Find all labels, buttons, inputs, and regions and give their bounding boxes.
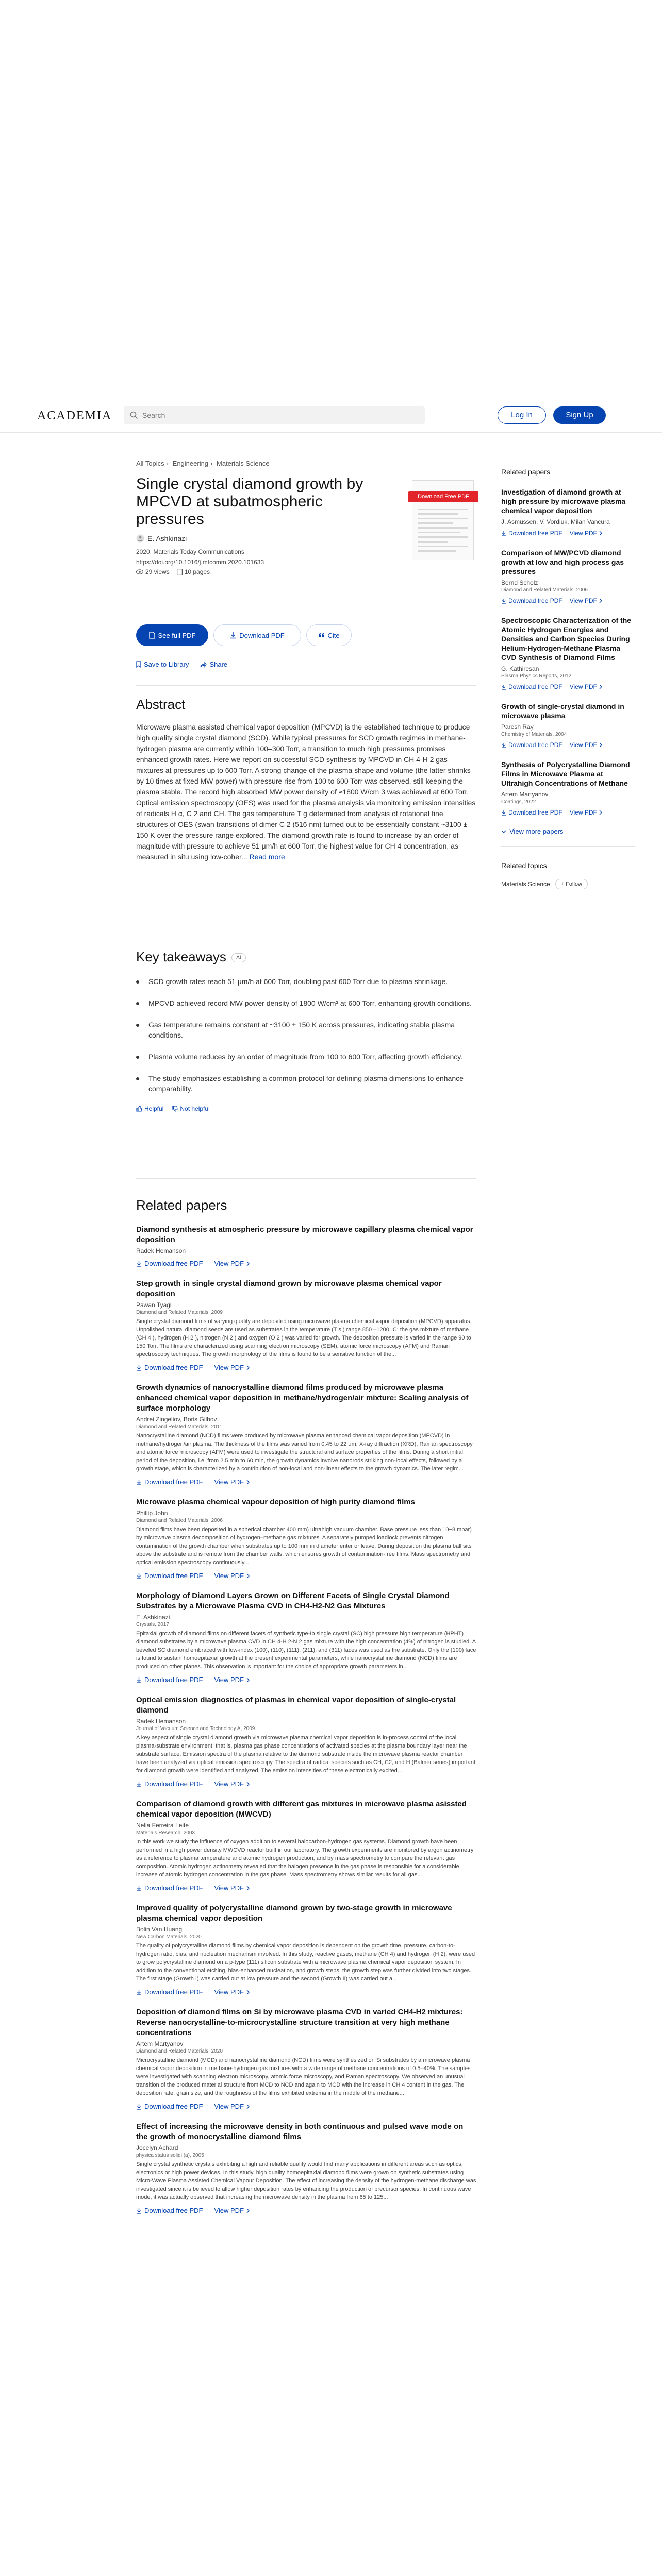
not-helpful-label: Not helpful — [180, 1105, 210, 1112]
thumbs-up-icon — [136, 1106, 142, 1112]
bullet-icon — [136, 1002, 139, 1005]
related-paper-title[interactable]: Effect of increasing the microwave density in both continuous and pulsed wave mode on the growth of monocrystalline diamond films — [136, 2122, 464, 2141]
sidebar-paper-journal: Chemistry of Materials, 2004 — [501, 732, 567, 737]
bookmark-icon — [136, 661, 141, 668]
sidebar-paper-title[interactable]: Synthesis of Polycrystalline Diamond Films in Microwave Plasma at Ultrahigh Concentrations of Methane — [501, 760, 630, 787]
view-pdf-link[interactable] — [214, 1478, 250, 1486]
abstract-section — [136, 697, 476, 862]
view-pdf-label: View PDF — [569, 530, 597, 537]
sidebar-paper-journal: Diamond and Related Materials, 2006 — [501, 587, 588, 593]
helpful-label: Helpful — [144, 1105, 164, 1112]
helpful-button[interactable] — [136, 1105, 163, 1112]
chevron-right-icon — [599, 742, 602, 748]
related-paper-links — [136, 1780, 476, 1788]
view-pdf-label: View PDF — [569, 597, 597, 604]
related-paper-title[interactable]: Optical emission diagnostics of plasmas in chemical vapor deposition of single-crystal diamond — [136, 1696, 456, 1715]
related-paper-links — [136, 1676, 476, 1684]
download-free-pdf-label: Download free PDF — [508, 597, 562, 604]
related-paper-abstract: The quality of polycrystalline diamond films by chemical vapor deposition is dependent on the growth time, pressure, carbon-to-hydrogen ratio, bias, and nucleation mechanism involved. In this study, reactive gases, methane (CH 4) and hydrogen (H 2), were used to grow polycrystalline diamond on a p-type (111) silicon substrate with a microwave plasma chemical vapor deposition system. In addition to the conventional etching, bias-enhanced nucleation, and growth steps, the growth step was further divided into two stages. The first stage (Growth I) was carried out at low pressure and the second (Growth II) was carried out a... — [136, 1943, 475, 1982]
related-paper-author[interactable]: Radek Hemanson — [136, 1718, 186, 1725]
sidebar-related-list — [501, 487, 635, 816]
download-icon — [136, 1677, 142, 1683]
download-icon — [136, 1885, 142, 1891]
related-paper-title[interactable]: Step growth in single crystal diamond grown by microwave plasma chemical vapor deposition — [136, 1279, 442, 1298]
view-pdf-link[interactable] — [214, 1780, 250, 1788]
chevron-right-icon — [246, 1573, 250, 1579]
download-icon — [501, 598, 506, 604]
related-paper-item — [136, 1279, 476, 1371]
view-pdf-label: View PDF — [214, 1260, 244, 1267]
abstract-text: Microwave plasma assisted chemical vapor deposition (MPCVD) is the established technique to produce high quality single crystal diamond (SCD). While typical pressures for SCD growth regimes in methane-hydrogen plasma are currently within 100–300 Torr, a transition to much high pressures promises enhanced growth rates. Here we report on successful SCD synthesis by MPCVD in CH 4-H 2 gas mixtures at pressures up to 600 Torr. A strong change of the plasma shape and volume (the latter shrinks by 10 times at fixed MW power) with pressure rise from 100 to 600 Torr was observed, still keeping the plasma stable. The record high absorbed MW power density of ≈1800 W/cm 3 was achieved at 600 Torr. Optical emission spectroscopy (OES) was used for the plasma analysis via monitoring emission intensities of radicals H α, C 2 and CH. The gas temperature T g determined from analysis of rotational fine structures of OES (swan transitions of dimer C 2 (516 nm) turned out to be essentially constant ~3100 ± 150 K over the pressure range explored. The diamond growth rate is found to increase by an order of magnitude with pressure to achieve 51 μm/h at 600 Torr, the highest value for CH 4 concentration, as measured in situ using low-coher... — [136, 723, 476, 861]
sidebar-paper-item — [501, 487, 635, 537]
not-helpful-button[interactable] — [172, 1105, 209, 1112]
paper-thumbnail[interactable] — [412, 480, 474, 560]
page-icon — [177, 569, 183, 575]
download-free-pdf-link[interactable] — [136, 1572, 203, 1580]
download-free-pdf-badge[interactable]: Download Free PDF — [408, 491, 478, 502]
view-pdf-link[interactable] — [214, 2103, 250, 2110]
related-paper-author[interactable]: Radek Hemanson — [136, 1247, 186, 1255]
sidebar-paper-links — [501, 597, 635, 604]
related-paper-title[interactable]: Growth dynamics of nanocrystalline diamond films produced by microwave plasma enhanced chemical vapor deposition in methane/hydrogen/air mixture: Scaling analysis of surface morphology — [136, 1383, 469, 1413]
related-paper-journal: New Carbon Materials, 2020 — [136, 1934, 202, 1940]
view-pdf-label: View PDF — [214, 1780, 244, 1788]
takeaways-heading — [136, 949, 476, 965]
chevron-right-icon — [246, 1886, 250, 1891]
related-paper-title[interactable]: Microwave plasma chemical vapour deposition of high purity diamond films — [136, 1498, 415, 1506]
download-icon — [230, 632, 236, 639]
see-full-pdf-label: See full PDF — [158, 631, 196, 639]
signup-button[interactable]: Sign Up — [553, 406, 606, 424]
chevron-right-icon — [246, 1365, 250, 1370]
related-paper-links — [136, 2103, 476, 2110]
chevron-right-icon — [599, 598, 602, 603]
thumbnail-text-lines — [418, 509, 468, 555]
download-free-pdf-link[interactable] — [136, 2207, 203, 2214]
related-paper-title[interactable]: Improved quality of polycrystalline diamond grown by two-stage growth in microwave plasma chemical vapor deposition — [136, 1904, 452, 1923]
related-paper-title[interactable]: Morphology of Diamond Layers Grown on Different Facets of Single Crystal Diamond Substrates by a Microwave Plasma CVD in CH4-H2-N2 Gas Mixtures — [136, 1591, 450, 1611]
related-heading: Related papers — [136, 1197, 227, 1213]
related-paper-author[interactable]: Andrei Zingeliov, Boris Gilbov — [136, 1416, 217, 1423]
download-pdf-label: Download PDF — [239, 631, 285, 639]
quote-icon — [318, 633, 324, 638]
related-paper-author[interactable]: Pawan Tyagi — [136, 1301, 172, 1309]
chevron-right-icon — [246, 1990, 250, 1995]
related-paper-links — [136, 1478, 476, 1486]
bullet-icon — [136, 980, 139, 984]
view-pdf-link[interactable] — [214, 1676, 250, 1684]
chevron-right-icon — [599, 810, 602, 815]
related-paper-item — [136, 2122, 476, 2214]
breadcrumb: All Topics › Engineering › Materials Science — [136, 460, 270, 467]
sidebar-paper-title[interactable]: Investigation of diamond growth at high pressure by microwave plasma chemical vapor deposition — [501, 488, 626, 515]
sidebar-paper-item — [501, 702, 635, 749]
related-paper-item — [136, 2007, 476, 2110]
download-free-pdf-label: Download free PDF — [144, 1572, 203, 1580]
takeaways-heading-text: Key takeaways — [136, 949, 226, 964]
bullet-icon — [136, 1056, 139, 1059]
view-pdf-label: View PDF — [214, 1364, 244, 1371]
search-icon — [130, 411, 138, 419]
related-papers-list — [136, 1225, 476, 2214]
download-icon — [136, 1781, 142, 1787]
list-item — [136, 998, 476, 1008]
cite-button[interactable] — [306, 624, 352, 646]
feedback-row — [136, 1105, 476, 1112]
thumbs-down-icon — [172, 1106, 178, 1112]
related-topics — [501, 879, 635, 889]
view-pdf-link[interactable] — [214, 1364, 250, 1371]
view-pdf-label: View PDF — [569, 683, 597, 690]
chevron-right-icon — [246, 2208, 250, 2213]
save-to-library-link[interactable] — [136, 660, 189, 668]
related-paper-author[interactable]: Phillip John — [136, 1510, 168, 1517]
paper-stats — [136, 568, 476, 575]
related-paper-links — [136, 1260, 476, 1267]
download-free-pdf-label: Download free PDF — [508, 809, 562, 816]
view-pdf-label: View PDF — [214, 1884, 244, 1892]
view-pdf-label: View PDF — [214, 1988, 244, 1996]
view-pdf-link[interactable] — [570, 809, 602, 816]
eye-icon — [136, 569, 143, 574]
view-pdf-label: View PDF — [214, 1572, 244, 1580]
pages-count: 10 pages — [184, 568, 210, 575]
download-icon — [136, 1573, 142, 1579]
download-free-pdf-label: Download free PDF — [144, 1780, 203, 1788]
sidebar-paper-author[interactable]: Artem Martyanov — [501, 791, 549, 798]
sidebar-paper-title[interactable]: Comparison of MW/PCVD diamond growth at low and high process gas pressures — [501, 549, 624, 575]
related-paper-item — [136, 1591, 476, 1684]
chevron-right-icon — [246, 1261, 250, 1266]
sidebar-paper-links — [501, 530, 635, 537]
view-pdf-link[interactable] — [570, 683, 602, 690]
sidebar-paper-item — [501, 760, 635, 816]
download-icon — [136, 2208, 142, 2214]
download-free-pdf-label: Download free PDF — [144, 2103, 203, 2110]
view-pdf-link[interactable] — [214, 1260, 250, 1267]
download-icon — [501, 742, 506, 748]
ai-badge: AI — [231, 953, 246, 962]
pdf-icon — [149, 632, 155, 639]
download-icon — [136, 1365, 142, 1371]
breadcrumb-engineering[interactable]: Engineering — [172, 460, 209, 467]
chevron-right-icon — [246, 1782, 250, 1787]
download-free-pdf-label: Download free PDF — [144, 1260, 203, 1267]
related-paper-title[interactable]: Diamond synthesis at atmospheric pressure by microwave capillary plasma chemical vapor deposition — [136, 1225, 473, 1244]
list-item — [136, 1052, 476, 1062]
related-paper-journal: Crystals, 2017 — [136, 1622, 169, 1628]
related-paper-journal: Diamond and Related Materials, 2006 — [136, 1518, 223, 1523]
sidebar-paper-author[interactable]: G. Kathiresan — [501, 665, 539, 672]
view-pdf-link[interactable] — [214, 1884, 250, 1892]
view-pdf-label: View PDF — [214, 2103, 244, 2110]
download-free-pdf-label: Download free PDF — [144, 1676, 203, 1684]
sidebar-paper-journal: Plasma Physics Reports, 2012 — [501, 673, 572, 679]
related-paper-abstract: Nanocrystalline diamond (NCD) films were produced by microwave plasma enhanced chemical vapor deposition (MPCVD) in methane/hydrogen/air plasma. The thickness of the films was varied from 0.45 to 22 μm; X-ray diffraction (XRD), Raman spectroscopy and atomic force microscopy (AFM) were used to investigate the structural and surface properties of the films. During a short initial period of the deposition, i.e. from 2.5 min to 60 min, the growth dynamics involve nanorods striking non-local effects, followed by a growth stage, which is characterized by a contribution of non-local and non-linear effects to the growth dynamics. The later regim... — [136, 1433, 473, 1472]
download-free-pdf-label: Download free PDF — [144, 2207, 203, 2214]
year-journal: 2020, Materials Today Communications — [136, 548, 244, 555]
view-pdf-link[interactable] — [214, 2207, 250, 2214]
sidebar-paper-title[interactable]: Growth of single-crystal diamond in microwave plasma — [501, 702, 624, 720]
paper-title: Single crystal diamond growth by MPCVD at subatmospheric pressures — [136, 476, 363, 528]
download-icon — [136, 2104, 142, 2110]
download-free-pdf-link[interactable] — [136, 2103, 203, 2110]
download-free-pdf-label: Download free PDF — [144, 1988, 203, 1996]
abstract-heading: Abstract — [136, 697, 186, 712]
bullet-icon — [136, 1024, 139, 1027]
related-paper-journal: Diamond and Related Materials, 2009 — [136, 1310, 223, 1315]
related-paper-links — [136, 1884, 476, 1892]
avatar-icon — [136, 534, 144, 543]
share-label: Share — [209, 660, 228, 668]
takeaway-text: The study emphasizes establishing a common protocol for defining plasma dimensions to enhance comparability. — [148, 1074, 464, 1093]
view-pdf-label: View PDF — [214, 1676, 244, 1684]
paper-main-column — [136, 460, 476, 2214]
abstract-body — [136, 722, 476, 862]
view-pdf-link[interactable] — [570, 741, 602, 749]
bullet-icon — [136, 1077, 139, 1080]
view-pdf-label: View PDF — [214, 1478, 244, 1486]
related-paper-item — [136, 1695, 476, 1788]
paper-actions — [136, 624, 352, 646]
download-free-pdf-link[interactable] — [136, 1478, 203, 1486]
related-paper-journal: physica status solidi (a), 2005 — [136, 2153, 204, 2158]
sidebar-paper-links — [501, 741, 635, 749]
download-free-pdf-link[interactable] — [501, 741, 562, 749]
see-full-pdf-button[interactable] — [136, 624, 208, 646]
divider — [501, 846, 635, 847]
download-free-pdf-link[interactable] — [501, 597, 562, 604]
download-free-pdf-link[interactable] — [136, 1780, 203, 1788]
cite-label: Cite — [327, 631, 340, 639]
related-paper-journal: Journal of Vacuum Science and Technology A, 2009 — [136, 1726, 255, 1732]
related-paper-abstract: Epitaxial growth of diamond films on different facets of synthetic type-Ib single crystal (SC) high pressure high temperature (HPHT) diamond substrates by a microwave plasma CVD in CH 4-H 2-N 2 gas mixture with the high concentration (4%) of nitrogen is studied. A beveled SC diamond embraced with low-index (100), (110), (111), (211), and (311) faces was used as the substrate. Only the (100) face is found to sustain homoepitaxial growth at the present experimental parameters, while nanocrystalline diamond (NCD) films are produced on other planes. This observation is important for the choice of appropriate growth parameters in... — [136, 1631, 476, 1670]
related-paper-author[interactable]: Artem Martyanov — [136, 2040, 184, 2047]
related-paper-author[interactable]: Bolin Van Huang — [136, 1926, 183, 1933]
share-icon — [200, 662, 207, 668]
related-paper-item — [136, 1799, 476, 1892]
related-paper-abstract: Single crystal synthetic crystals exhibiting a high and reliable quality would find many applications in different areas such as optics, electronics or high power devices. In this study, high quality homoepitaxial diamond films were grown on synthetic substrates using Micro-Wave Plasma Assisted Chemical Vapour Deposition. The effect of increasing the density of the hydrogen-methane discharge was investigated since it is believed to allow higher deposition rates by enhancing the production of precursor species. In continuous wave mode, it was actually observed that increasing the microwave density in the plasma from 65 to 125... — [136, 2161, 476, 2200]
chevron-right-icon — [599, 684, 602, 689]
download-free-pdf-label: Download free PDF — [508, 741, 562, 749]
sidebar-paper-journal: Coatings, 2022 — [501, 799, 536, 805]
list-item — [136, 976, 476, 987]
related-paper-journal: Diamond and Related Materials, 2011 — [136, 1424, 223, 1430]
related-paper-abstract: Diamond films have been deposited in a spherical chamber 400 mm) ultrahigh vacuum chamber. Base pressure less than 10−8 mbar) by microwave plasma decomposition of hydrogen–methane gas mixtures. A separately pumped loadlock prevents nitrogen contamination of the growth chamber when substrates up to 100 mm in diameter enter or leave. During deposition the plasma ball sits above the substrate and is remote from the chamber walls, which ensures growth of contamination-free films. Mass spectrometry and optical emission spectroscopy continuously... — [136, 1527, 472, 1566]
related-paper-author[interactable]: Nelia Ferreira Leite — [136, 1822, 189, 1829]
related-paper-abstract: In this work we study the influence of oxygen addition to several halocarbon-hydrogen gas systems. Diamond growth have been performed in a high power density MWCVD reactor built in our laboratory. The growth experiments are monitored by argon actinometry as a reference to plasma temperature and atomic hydrogen production, and by mass spectrometry to compare the relevant gas composition. Atomic hydrogen actinometry revealed that the halogen presence in the gas phase is responsible for a considerable increase of atomic hydrogen concentration in the gas phase. Mass spectrometry shows similar results for all gas... — [136, 1839, 474, 1878]
sidebar-paper-author[interactable]: J. Asmussen, V. Vordiuk, Milan Vancura — [501, 518, 610, 526]
view-pdf-link[interactable] — [570, 530, 602, 537]
related-paper-title[interactable]: Comparison of diamond growth with different gas mixtures in microwave plasma asissted chemical vapor deposition (MWCVD) — [136, 1800, 467, 1819]
search-box[interactable] — [124, 406, 425, 424]
author-name[interactable]: E. Ashkinazi — [147, 534, 187, 543]
sidebar-paper-item — [501, 548, 635, 604]
download-icon — [501, 684, 506, 690]
download-free-pdf-link[interactable] — [136, 1988, 203, 1996]
download-icon — [136, 1479, 142, 1485]
download-free-pdf-label: Download free PDF — [144, 1364, 203, 1371]
divider — [136, 685, 476, 686]
related-paper-title[interactable]: Deposition of diamond films on Si by microwave plasma CVD in varied CH4-H2 mixtures: Reverse nanocrystalline-to-microcrystalline structure transition at very high methane concentrations — [136, 2008, 463, 2037]
list-item — [136, 1073, 476, 1094]
download-free-pdf-link[interactable] — [501, 683, 562, 690]
related-topics-heading: Related topics — [501, 861, 547, 870]
download-icon — [501, 810, 506, 816]
view-pdf-label: View PDF — [569, 741, 597, 749]
sidebar-paper-item — [501, 616, 635, 690]
topic-materials-science[interactable]: Materials Science — [501, 880, 550, 888]
download-free-pdf-label: Download free PDF — [508, 683, 562, 690]
chevron-down-icon — [501, 830, 506, 833]
related-paper-links — [136, 2207, 476, 2214]
related-paper-abstract: Single crystal diamond films of varying quality are deposited using microwave plasma chemical vapor deposition (MPCVD) apparatus. Unpolished natural diamond seeds are used as substrates in the temperature (T s ) range 850 –1200 ◦C; the gas mixture of methane (CH 4 ), hydrogen (H 2 ), nitrogen (N 2 ) and oxygen (O 2 ) was varied for growth. The deposition pressure is varied in the range 90 to 150 Torr. The films are characterized using scanning electron microscopy (SEM), atomic force microscopy (AFM) and Raman spectroscopy techniques. The growth morphology of the films is found to be a sensitive function of the... — [136, 1318, 472, 1358]
related-paper-item — [136, 1225, 476, 1267]
takeaway-text: Gas temperature remains constant at ~3100 ± 150 K across pressures, indicating stable plasma conditions. — [148, 1021, 455, 1039]
list-item — [136, 1020, 476, 1040]
download-free-pdf-label: Download free PDF — [144, 1884, 203, 1892]
breadcrumb-all-topics[interactable]: All Topics — [136, 460, 164, 467]
related-paper-item — [136, 1383, 476, 1486]
follow-topic-button[interactable]: + Follow — [555, 879, 588, 889]
chevron-right-icon — [246, 1677, 250, 1683]
right-sidebar — [501, 468, 635, 889]
related-paper-journal: Materials Research, 2003 — [136, 1830, 195, 1836]
related-paper-links — [136, 1364, 476, 1371]
related-paper-links — [136, 1988, 476, 1996]
view-pdf-link[interactable] — [570, 597, 602, 604]
download-free-pdf-label: Download free PDF — [144, 1478, 203, 1486]
view-pdf-label: View PDF — [569, 809, 597, 816]
divider — [136, 1178, 476, 1179]
save-label: Save to Library — [144, 660, 189, 668]
sidebar-paper-author[interactable]: Bernd Scholz — [501, 579, 538, 586]
view-pdf-link[interactable] — [214, 1988, 250, 1996]
chevron-right-icon — [246, 1480, 250, 1485]
related-paper-author[interactable]: Jocelyn Achard — [136, 2144, 178, 2151]
takeaway-text: Plasma volume reduces by an order of magnitude from 100 to 600 Torr, affecting growth efficiency. — [148, 1053, 463, 1061]
download-free-pdf-link[interactable] — [136, 1260, 203, 1267]
top-navigation-bar — [0, 397, 662, 433]
view-pdf-link[interactable] — [214, 1572, 250, 1580]
takeaways-list — [136, 976, 476, 1094]
sidebar-paper-title[interactable]: Spectroscopic Characterization of the Atomic Hydrogen Energies and Densities and Carbon Species During Helium-Hydrogen-Methane Plasma CVD Synthesis of Diamond Films — [501, 616, 632, 662]
takeaway-text: MPCVD achieved record MW power density of 1800 W/cm³ at 600 Torr, enhancing growth conditions. — [148, 999, 472, 1007]
key-takeaways-section — [136, 949, 476, 1112]
download-free-pdf-link[interactable] — [501, 530, 562, 537]
sidebar-paper-links — [501, 809, 635, 816]
chevron-right-icon — [599, 531, 602, 536]
view-more-label: View more papers — [509, 827, 564, 835]
download-free-pdf-link[interactable] — [136, 1676, 203, 1684]
download-icon — [136, 1261, 142, 1267]
sidebar-paper-author[interactable]: Paresh Ray — [501, 723, 534, 731]
related-paper-abstract: Microcrystalline diamond (MCD) and nanocrystalline diamond (NCD) films were synthesized on Si substrates by a microwave plasma chemical vapor deposition in methane-hydrogen gas mixtures with a wide range of methane concentrations of 0.5–40%. The samples were investigated with scanning electron microscopy, atomic force microscopy, and Raman spectroscopy. We observed an unusual transition of the produced material structure from MCD to NCD and again to MCD with the increase in CH 4 content in the gas. The deposition rate, grain size, and the roughness of the films exhibited extrema in the middle of the methane... — [136, 2057, 471, 2096]
read-more-link[interactable]: Read more — [249, 853, 285, 861]
sidebar-paper-links — [501, 683, 635, 690]
takeaway-text: SCD growth rates reach 51 μm/h at 600 Torr, doubling past 600 Torr due to plasma shrinkage. — [148, 977, 448, 986]
download-icon — [136, 1989, 142, 1995]
related-paper-abstract: A key aspect of single crystal diamond growth via microwave plasma chemical vapor deposition is in-process control of the local plasma-substrate environment; that is, plasma gas phase concentrations of activated species at the plasma boundary layer near the substrate surface. Emission spectra of the plasma relative to the diamond substrate inside the microwave plasma reactor chamber have been analyzed via optical emission spectroscopy. The spectra of radical species such as CH, C2, and H (Balmer series) important for diamond growth were identified and analyzed. The emission intensities of these electronically excited... — [136, 1735, 476, 1774]
secondary-actions — [136, 660, 227, 668]
academia-logo[interactable]: ACADEMIA — [37, 409, 112, 422]
download-free-pdf-link[interactable] — [136, 1884, 203, 1892]
related-paper-item — [136, 1497, 476, 1580]
login-button[interactable]: Log In — [498, 406, 546, 424]
related-paper-author[interactable]: E. Ashkinazi — [136, 1614, 170, 1621]
download-pdf-button[interactable] — [213, 624, 301, 646]
view-more-papers-link[interactable] — [501, 827, 635, 835]
views-count: 29 views — [145, 568, 170, 575]
breadcrumb-materials-science[interactable]: Materials Science — [217, 460, 270, 467]
view-pdf-label: View PDF — [214, 2207, 244, 2214]
related-paper-journal: Diamond and Related Materials, 2020 — [136, 2048, 223, 2054]
chevron-right-icon — [246, 2104, 250, 2109]
doi-link[interactable]: https://doi.org/10.1016/j.mtcomm.2020.101633 — [136, 558, 264, 566]
related-papers-section — [136, 1197, 476, 2214]
share-link[interactable] — [200, 660, 227, 668]
related-paper-item — [136, 1903, 476, 1996]
download-free-pdf-label: Download free PDF — [508, 530, 562, 537]
sidebar-heading: Related papers — [501, 468, 550, 476]
search-input[interactable] — [142, 406, 421, 424]
download-free-pdf-link[interactable] — [501, 809, 562, 816]
related-paper-links — [136, 1572, 476, 1580]
download-icon — [501, 531, 506, 536]
download-free-pdf-link[interactable] — [136, 1364, 203, 1371]
